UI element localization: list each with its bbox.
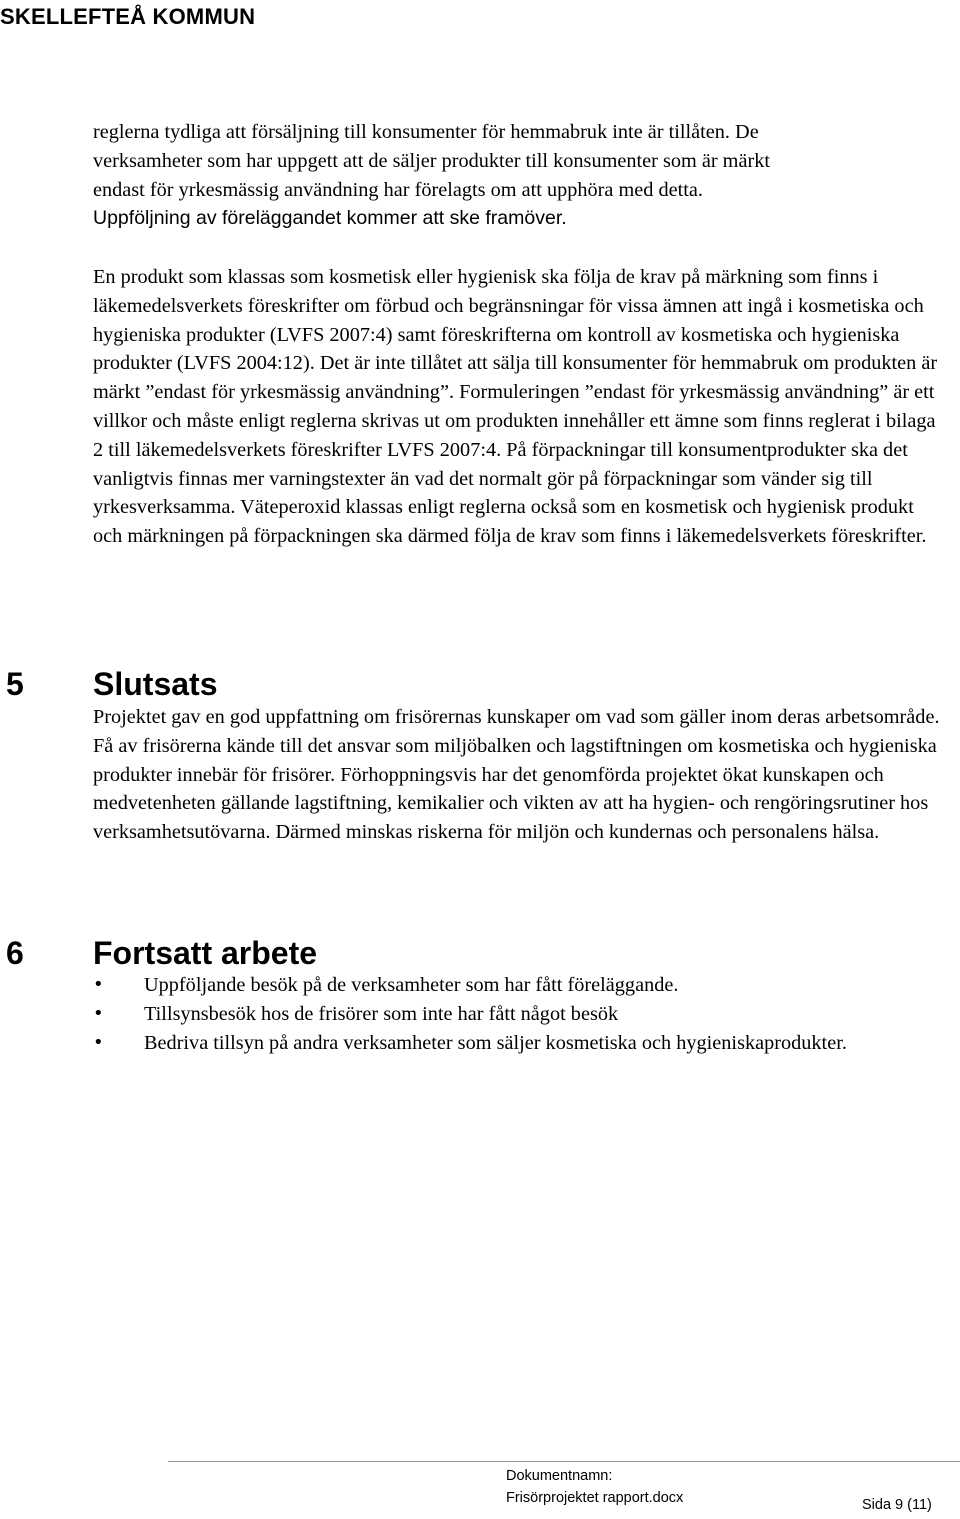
section-number: 6: [6, 935, 24, 971]
list-item: [93, 1000, 943, 1029]
paragraph-line: reglerna tydliga att försäljning till konsumenter för hemmabruk inte är tillåten. De: [93, 121, 759, 143]
organization-header: SKELLEFTEÅ KOMMUN: [0, 4, 256, 29]
footer-document-name: [506, 1465, 683, 1509]
paragraph-injunction: [93, 118, 943, 233]
paragraph-line: endast för yrkesmässig användning har förelagts om att upphöra med detta.: [93, 178, 703, 201]
footer-page-number: Sida 9 (11): [862, 1497, 932, 1513]
footer-doc-filename: Frisörprojektet rapport.docx: [506, 1490, 684, 1506]
bullet-icon: •: [93, 1031, 104, 1053]
section-number: 5: [6, 666, 24, 702]
list-item-text: Bedriva tillsyn på andra verksamheter som säljer kosmetiska och hygieniskaprodukter.: [144, 1031, 847, 1054]
section-heading-slutsats: [6, 666, 217, 702]
footer-divider: [168, 1461, 960, 1462]
bullet-icon: •: [93, 974, 104, 995]
paragraph-conclusion: Projektet gav en god uppfattning om frisörernas kunskaper om vad som gäller inom deras arbetsområde. Få av frisörerna kände till det ansvar som miljöbalken och lagstiftningen om kosmetiska och hygieniska produkter innebär för frisörer. Förhoppningsvis har det genomförda projektet ökat kunskapen och medvetenheten gällande lagstiftning, kemikalier och vikten av att ha hygien- och rengöringsrutiner hos verksamhetsutövarna. Därmed minskas riskerna för miljön och kundernas och personalens hälsa.: [93, 706, 940, 844]
list-item: [93, 1029, 943, 1058]
list-item-text: Uppföljande besök på de verksamheter som har fått föreläggande.: [144, 974, 679, 996]
footer-doc-label: Dokumentnamn:: [506, 1468, 613, 1484]
paragraph-labeling-rules: En produkt som klassas som kosmetisk eller hygienisk ska följa de krav på märkning som finns i läkemedelsverkets föreskrifter om förbud och begränsningar för vissa ämnen att ingå i kosmetiska och hygieniska produkter (LVFS 2007:4) samt föreskrifterna om kontroll av kosmetiska och hygieniska produkter (LVFS 2004:12). Det är inte tillåtet att sälja till konsumenter för hemmabruk om produkten är märkt ”endast för yrkesmässig användning”. Formuleringen ”endast för yrkesmässig användning” är ett villkor och måste enligt reglerna skrivas ut om produkten innehåller ett ämne som finns reglerat i bilaga 2 till läkemedelsverkets föreskrifter LVFS 2007:4. På förpackningar till konsumentprodukter ska det vanligtvis finnas mer varningstexter än vad det normalt gör på förpackningar som vänder sig till yrkesverksamma. Väteperoxid klassas enligt reglerna också som en kosmetisk och hygienisk produkt och märkningen på förpackningen ska därmed följa de krav som finns i läkemedelsverkets föreskrifter.: [93, 266, 938, 548]
section-heading-fortsatt-arbete: [6, 935, 317, 971]
section-title: Slutsats: [93, 666, 218, 702]
list-item-text: Tillsynsbesök hos de frisörer som inte har fått något besök: [144, 1002, 619, 1025]
list-item: [93, 971, 943, 1000]
paragraph-line-followup: Uppföljning av föreläggandet kommer att ske framöver.: [93, 207, 567, 230]
next-steps-list: [93, 971, 943, 1057]
paragraph-line: verksamheter som har uppgett att de säljer produkter till konsumenter som är märkt: [93, 149, 770, 172]
section-title: Fortsatt arbete: [93, 935, 318, 971]
bullet-icon: •: [93, 1002, 104, 1024]
